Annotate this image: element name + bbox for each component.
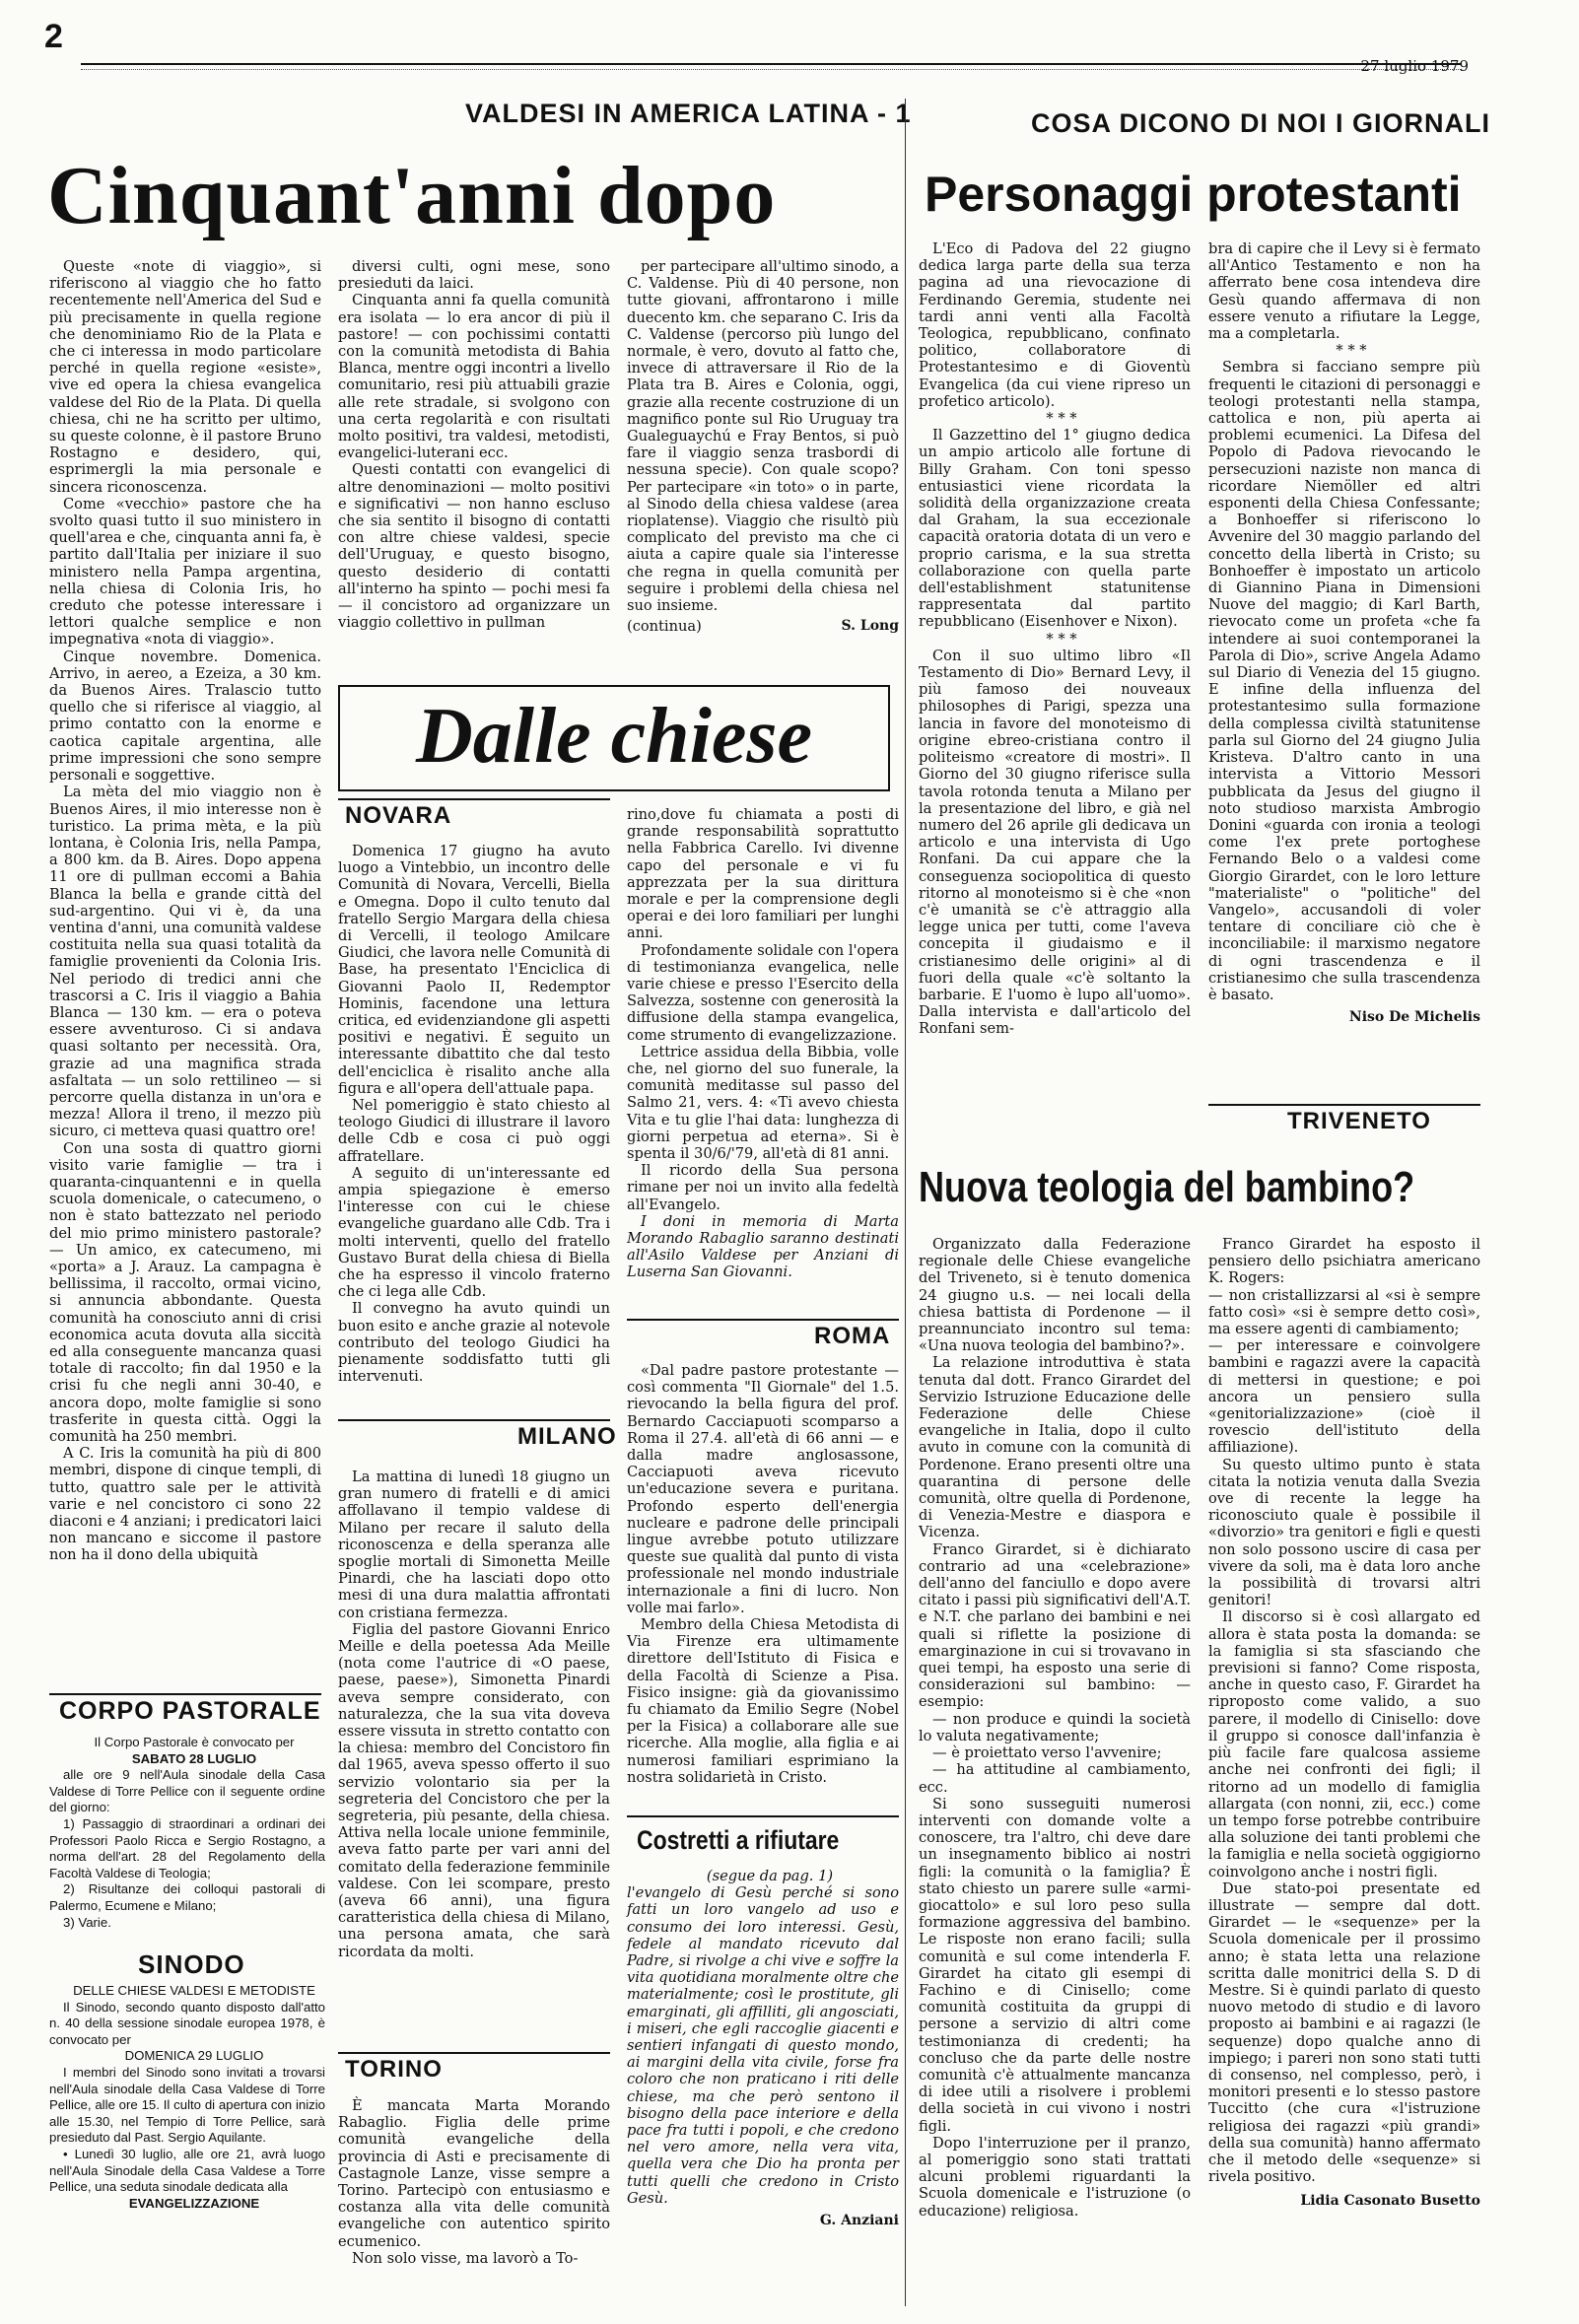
sinodo-line: • Lunedì 30 luglio, alle ore 21, avrà luogo nell'Aula Sinodale della Casa Valdese a Torre Pellice, una seduta sinodale dedicata alla bbox=[49, 2146, 325, 2195]
sinodo-title: SINODO bbox=[138, 1949, 245, 1979]
paragraph: È mancata Marta Morando Rabaglio. Figlia delle prime comunità evangeliche della provincia di Asti e precisamente di Castagnole Lanze, visse sempre a Torino. Partecipò con entusiasmo e costanza alla vita delle comunità evangeliche con autentico spirito ecumenico. bbox=[338, 2097, 610, 2250]
costretti-text bbox=[627, 1868, 899, 2311]
bullet-item: — è proiettato verso l'avvenire; bbox=[932, 1744, 1162, 1762]
paragraph: Cinque novembre. Domenica. Arrivo, in aereo, a Ezeiza, a 30 km. da Buenos Aires. Tralascio tutto quello che si riferisce al viaggio, al primo contatto con la enorme e caotica capitale argentina, alle prime impressioni che sono sempre personali e soggettive. bbox=[49, 648, 321, 785]
left-headline: Cinquant'anni dopo bbox=[47, 150, 777, 241]
paragraph: Lettrice assidua della Bibbia, volle che, nel giorno del suo funerale, la comunità meditasse sul passo del Salmo 21, vers. 4: «Ti avevo chiesta Vita e tu glie l'hai data: lunghezza di giorni perpetua ad eterna». Si è spenta il 30/6/'79, all'età di 81 anni. bbox=[627, 1043, 899, 1163]
paragraph: Questi contatti con evangelici di altre denominazioni — molto positivi e significativi — non hanno escluso che sia sentito il bisogno di contatti con altre chiese valdesi, specie dell'Uruguay, e questo bisogno, questo desiderio di contatti all'interno ha spinto — pochi mesi fa — il concistoro ad organizzare un viaggio collettivo in pullman bbox=[338, 461, 610, 632]
paragraph: «Dal padre pastore protestante — così commenta "Il Giornale" del 1.5. rievocando la bella figura del prof. Bernardo Cacciapuoti scomparso a Roma il 27.4. all'età di 66 anni — e dalla madre anglosassone, Cacciapuoti aveva ricevuto un'educazione severa e puritana. Profondo esperto dell'energia nucleare e padrone delle principali lingue avrebbe potuto utilizzare queste sue qualità dal punto di vista professionale nel mondo industriale internazionale a fini di lucro. Non volle mai farlo». bbox=[627, 1362, 899, 1616]
paragraph: Il Gazzettino del 1° giugno dedica un ampio articolo alle fortune di Billy Graham. Con toni spesso entusiastici viene ricordata la solidità della organizzazione creata dal Graham, la sua eccezionale capacità oratoria dotata di un vero e proprio carisma, e la sua stretta collaborazione con quella parte dell'establishment statunitense rappresentata dal partito repubblicano (Eisenhover e Nixon). bbox=[919, 427, 1191, 631]
roma-rule bbox=[627, 1319, 899, 1321]
costretti-rule bbox=[627, 1815, 899, 1817]
sinodo-date: DOMENICA 29 LUGLIO bbox=[124, 2048, 264, 2064]
teologia-col-1 bbox=[919, 1236, 1191, 2315]
novara-title: NOVARA bbox=[345, 802, 452, 829]
bullet-item: — non produce e quindi la società lo valuta negativamente; bbox=[919, 1710, 1191, 1744]
corpo-pastorale-title: CORPO PASTORALE bbox=[59, 1697, 321, 1725]
novara-text bbox=[338, 843, 610, 1395]
triveneto-rule bbox=[1208, 1104, 1480, 1106]
paragraph: Il ricordo della Sua persona rimane per noi un invito alla fedeltà all'Evangelo. bbox=[627, 1162, 899, 1213]
paragraph: Due stato-poi presentate ed illustrate — sempre dal dott. Girardet — le «sequenze» per la Scuola domenicale per il prossimo anno; è stata letta una relazione scritta dalle monitrici della S. D di Mestre. Si è quindi parlato di questo nuovo metodo di studio e di lavoro proposto ai bambini e ai ragazzi (le sequenze) dopo qualche anno di impiego; i pareri non sono stati tutti di consenso, nel complesso, però, i monitori presenti e lo stesso pastore Tuccitto (che cura «l'istruzione religiosa dei ragazzi «più grandi» della sua comunità) hanno affermato che il metodo delle «sequenze» si rivela positivo. bbox=[1208, 1880, 1480, 2186]
dalle-chiese-title: Dalle chiese bbox=[415, 693, 813, 780]
paragraph: Il discorso si è così allargato ed allora è stata posta la domanda: se la famiglia si sta sfasciando che previsioni si fanno? Come risposta, anche in questo caso, F. Girardet ha riproposto come valido, a suo parere, il modello di Cinisello: dove il gruppo si conosce dall'infanzia è più facile fare qualcosa assieme anche nei confronti dei figli; il ritorno ad un modello di famiglia allargata (con nonni, zii, ecc.) come un tempo forse potrebbe contribuire alla soluzione dei tanti problemi che la famiglia e nella società oggigiorno coinvolgono anche i nostri figli. bbox=[1208, 1608, 1480, 1880]
paragraph: Cinquanta anni fa quella comunità era isolata — lo era ancor di più il pastore! — con pochissimi contatti con la comunità metodista di Bahia Blanca, mentre oggi incontri a livello comunitario, resi più attuabili grazie alle rete stradale, si svolgono con una certa regolarità e con risultati molto positivi, tra valdesi, metodisti, evangelici-luterani ecc. bbox=[338, 292, 610, 462]
torino-rule bbox=[338, 2052, 610, 2054]
paragraph: diversi culti, ogni mese, sono presieduti da laici. bbox=[338, 258, 610, 293]
teologia-col-2 bbox=[1208, 1236, 1480, 2315]
header-rule bbox=[81, 63, 1461, 65]
separator-stars: * * * bbox=[1046, 630, 1077, 648]
right-kicker: COSA DICONO DI NOI I GIORNALI bbox=[1031, 108, 1491, 138]
corpo-pastorale-text bbox=[49, 1735, 325, 1930]
continua-note: (continua) bbox=[627, 618, 702, 636]
roma-title: ROMA bbox=[814, 1323, 891, 1349]
corpo-line: Il Corpo Pastorale è convocato per bbox=[94, 1735, 295, 1749]
personaggi-col-2 bbox=[1208, 240, 1480, 1088]
separator-stars: * * * bbox=[1336, 342, 1367, 360]
paragraph: Con il suo ultimo libro «Il Testamento di Dio» Bernard Levy, il più famoso dei nouveaux philosophes di Parigi, spezza una lancia in favore del monoteismo di origine ebreo-cristiana contro il politeismo «creatore di mostri». Il Giorno del 30 giugno riferisce sulla tavola rotonda tenuta a Milano per la presentazione del libro, e già nel numero del 26 aprile gli dedicava un articolo e una intervista di Ugo Ronfani. Da cui appare che la conseguenza sociopolitica di questo ritorno al monoteismo si è che «non c'è umanità se c'è attraggio alla legge unica per tutti, come l'aveva concepita il giudaismo e il cristianesimo delle origini» al di fuori della quale «c'è soltanto la barbarie. E l'uomo è lupo all'uomo». Dalla intervista e dall'articolo del Ronfani sem- bbox=[919, 647, 1191, 1038]
paragraph: A seguito di un'interessante ed ampia spiegazione è emerso l'interesse con cui le chiese evangeliche guardano alle Cdb. Tra i molti interventi, quello del fratello Gustavo Burat della chiesa di Biella che ha espresso il vincolo fraterno che ci lega alle Cdb. bbox=[338, 1164, 610, 1301]
issue-date: 27 luglio 1979 bbox=[1360, 57, 1469, 75]
author-signature: Lidia Casonato Busetto bbox=[1300, 2193, 1480, 2210]
cinquant-col-1 bbox=[49, 258, 321, 1618]
sinodo-line: I membri del Sinodo sono invitati a trovarsi nell'Aula sinodale della Casa Valdese di Torre Pellice, alle ore 15. Il culto di apertura con inizio alle 15.30, nel Tempio di Torre Pellice, sarà presieduto dal Past. Sergio Aquilante. bbox=[49, 2064, 325, 2146]
dalle-chiese-banner bbox=[338, 685, 890, 791]
milano-rule bbox=[338, 1419, 610, 1421]
bullet-item: — per interessare e coinvolgere bambini e ragazzi avere la capacità di mettersi in questione; e poi ancora un pensiero sulla «genitorializzazione» (cioè il rovescio dell'istituto della affiliazione). bbox=[1208, 1337, 1480, 1457]
corpo-rule bbox=[49, 1693, 321, 1695]
paragraph: rino,dove fu chiamata a posti di grande responsabilità soprattutto nella Fabbrica Carello. Ivi divenne capo del personale e vi fu apprezzata per la sua dirittura morale e per la comprensione degli operai e dei loro familiari per lunghi anni. bbox=[627, 806, 899, 942]
paragraph: Non solo visse, ma lavorò a To- bbox=[352, 2249, 579, 2267]
paragraph: Profondamente solidale con l'opera di testimonianza evangelica, nelle varie chiese e presso l'Esercito della Salvezza, sostenne con generosità la diffusione della stampa evangelica, come strumento di evangelizzazione. bbox=[627, 941, 899, 1044]
sinodo-evangelizzazione: EVANGELIZZAZIONE bbox=[128, 2195, 260, 2211]
sinodo-text bbox=[49, 1983, 325, 2298]
header-dotted-rule bbox=[81, 69, 1461, 70]
costretti-subtitle: (segue da pag. 1) bbox=[706, 1868, 834, 1884]
costretti-title: Costretti a rifiutare bbox=[637, 1825, 840, 1855]
torino-text bbox=[338, 2097, 610, 2314]
milano-text bbox=[338, 1469, 610, 2030]
paragraph: Dopo l'interruzione per il pranzo, al pomeriggio sono stati trattati alcuni problemi riguardanti la Scuola domenicale e l'istruzione (o educazione) religiosa. bbox=[919, 2134, 1191, 2220]
paragraph: La mèta del mio viaggio non è Buenos Aires, il mio interesse non è turistico. La prima mèta, e la più lontana, è Colonia Iris, nella Pampa, a 800 km. da B. Aires. Dopo appena 11 ore di pullman eccomi a Bahia Blanca la bella e grande città del sud-argentino. Qui vi è, da una ventina d'anni, una comunità valdese costituita nella sua quasi totalità da famiglie provenienti da Colonia Iris. Nel periodo di tredici anni che trascorsi a C. Iris il viaggio a Bahia Blanca — 130 km. — era o poteva essere avventuroso. Ci si andava quasi soltanto per necessità. Ora, grazie ad una magnifica strada asfaltata — un solo rettilineo — si percorre quella distanza in un'ora e mezza! Allora il treno, il mezzo più sicuro, ci metteva quasi quattro ore! bbox=[49, 784, 321, 1140]
author-signature: Niso De Michelis bbox=[1348, 1009, 1480, 1026]
paragraph: Queste «note di viaggio», si riferiscono al viaggio che ho fatto recentemente nell'America del Sud e più precisamente in quella regione che denominiamo Rio de la Plata e che ci interessa in modo particolare perché in quella regione «esiste», vive ed opera la chiesa evangelica valdese del Rio de la Plata. Di quella chiesa, chi ne ha scritto per ultimo, su queste colonne, è il pastore Bruno Rostagno e desidero, qui, esprimergli la mia personale e sincera riconoscenza. bbox=[49, 258, 321, 496]
paragraph: bra di capire che il Levy si è fermato all'Antico Testamento e non ha afferrato bene cosa intendeva dire Gesù quando affermava di non essere venuto a rifiutare la Legge, ma a completarla. bbox=[1208, 240, 1480, 343]
sinodo-subtitle: DELLE CHIESE VALDESI E METODISTE bbox=[73, 1983, 315, 1998]
triveneto-label: TRIVENETO bbox=[1287, 1108, 1431, 1134]
paragraph: Membro della Chiesa Metodista di Via Firenze era ultimamente direttore dell'Istituto di Fisica e della Facoltà di Scienze a Pisa. Fisico insigne: già da giovanissimo fu chiamato da Emilio Segre (Nobel per la Fisica) a collaborare alle sue ricerche. Alla moglie, alla figlia e ai numerosi familiari esprimiano la nostra solidarietà in Cristo. bbox=[627, 1616, 899, 1786]
paragraph: Nel pomeriggio è stato chiesto al teologo Giudici di illustrare il lavoro delle Cdb e cosa ci può oggi affratellare. bbox=[338, 1097, 610, 1165]
separator-stars: * * * bbox=[1046, 410, 1077, 428]
paragraph: Con una sosta di quattro giorni visito varie famiglie — tra i quaranta-cinquantenni e in quella scuola domenicale, o catecumeno, o non è stato battezzato nel periodo del mio primo ministero pastorale? — Un amico, ex catecumeno, mi «porta» a J. Arauz. La campagna è bellissima, il raccolto, ormai vicino, si annuncia abbondante. Questa comunità ha conosciuto anni di crisi economica acuta dovuta alla siccità ed alla conseguente mancanza quasi totale di raccolto; fin dal 1950 e la crisi fu che negli anni 30-40, e ancora dopo, molte famiglie si sono trasferite in questa città. Oggi la comunità ha 250 membri. bbox=[49, 1139, 321, 1446]
paragraph: La relazione introduttiva è stata tenuta dal dott. Franco Girardet del Servizio Istruzione Educazione delle Federazione delle Chiese evangeliche in Italia, dopo il culto avuto in comune con la comunità di Pordenone. Erano presenti oltre una quarantina di persone delle comunità, oltre quella di Pordenone, di Venezia-Mestre e diaspora e Vicenza. bbox=[919, 1354, 1191, 1541]
memorial-note: I doni in memoria di Marta Morando Rabaglio saranno destinati all'Asilo Valdese per Anziani di Luserna San Giovanni. bbox=[627, 1212, 899, 1281]
roma-text bbox=[627, 1362, 899, 1796]
novara-rule bbox=[338, 798, 610, 800]
paragraph: per partecipare all'ultimo sinodo, a C. Valdense. Più di 40 persone, non tutte giovani, affrontarono i mille duecento km. che separano C. Iris da C. Valdense (percorso più lungo del normale, è vero, dovuto al fatto che, invece di attraversare il Rio de la Plata tra B. Aires e Colonia, oggi, grazie alla recente costruzione di un magnifico ponte sul Rio Uruguay tra Gualeguaychú e Fray Bentos, si può fare il viaggio senza trasbordi di nessuna specie). Con quale scopo? Per partecipare «in toto» o in parte, al Sinodo della chiesa valdese (area rioplatense). Viaggio che risultò più complicato del previsto ma che ci aiuta a capire quale sia l'interesse che regna in quella comunità per seguire i problemi della chiesa nel suo insieme. bbox=[627, 258, 899, 615]
paragraph: Figlia del pastore Giovanni Enrico Meille e della poetessa Ada Meille (nota come l'autrice di «O paese, paese, paese»), Simonetta Pinardi aveva sempre considerato, con naturalezza, che la sua vita doveva essere vissuta in stretto contatto con la chiesa: membro del Concistoro fin dal 1965, aveva spesso offerto il suo servizio volontario sia per la segreteria del Concistoro che per la segreteria, più pesante, della chiesa. Attiva nella locale unione femminile, aveva fatto parte per vari anni del comitato della federazione femminile valdese. Con lei scompare, presto (aveva 66 anni), una figura caratteristica della chiesa di Milano, una persona amata, che sarà ricordata da molti. bbox=[338, 1620, 610, 1960]
paragraph: Come «vecchio» pastore che ha svolto quasi tutto il suo ministero in quell'area e che, cinquanta anni fa, è partito dall'Italia per iniziare il suo ministero nella Pampa argentina, nella chiesa di Colonia Iris, ho creduto che potesse interessare i lettori qualche semplice e non impegnativa «nota di viaggio». bbox=[49, 495, 321, 649]
bullet-item: — non cristallizzarsi al «si è sempre fatto così» «si è sempre detto così», ma essere agenti di cambiamento; bbox=[1208, 1286, 1480, 1338]
paragraph: L'Eco di Padova del 22 giugno dedica larga parte della sua terza pagina ad una rievocazione di Ferdinando Geremia, studente nei tardi anni venti alla Facoltà Teologica, repubblicano, confinato politico, collaboratore di Protestantesimo e di Gioventù Evangelica (da cui viene ripreso un profetico articolo). bbox=[919, 240, 1191, 410]
paragraph: Organizzato dalla Federazione regionale delle Chiese evangeliche del Triveneto, si è tenuto domenica 24 giugno u.s. — nei locali della chiesa battista di Pordenone — il preannunciato incontro sul tema: «Una nuova teologia del bambino?». bbox=[919, 1236, 1191, 1355]
personaggi-col-1 bbox=[919, 240, 1191, 1083]
author-signature: S. Long bbox=[841, 618, 899, 635]
milano-title: MILANO bbox=[517, 1423, 617, 1450]
signature-row bbox=[627, 618, 899, 635]
page-number: 2 bbox=[44, 18, 63, 55]
paragraph: Sembra si facciano sempre più frequenti le citazioni di personaggi e teologi protestanti nella stampa, cattolica e non, più aperta ai problemi ecumenici. La Difesa del Popolo di Padova rievocando le persecuzioni naziste non manca di ricordare Niemöller ed altri esponenti della Chiesa Confessante; a Bonhoeffer si riferiscono lo Avvenire del 30 maggio parlando del concetto della libertà in Cristo; su Bonhoeffer è impostato un articolo di Giannino Piana in Dimensioni Nuove del maggio; di Karl Barth, rievocato come un profeta «che fa intendere ai suoi contemporanei la Parola di Dio», scrive Angela Adamo sul Diario di Venezia del 15 giugno. E infine della influenza del protestantesimo sulla formazione della complessa civiltà statunitense parla sul Giorno del 24 giugno Julia Kristeva. D'altro canto in una intervista a Vittorio Messori pubblicata da Jesus del giugno il noto studioso marxista Ambrogio Donini «guarda con ironia a teologi come l'ex prete portoghese Fernando Belo o a valdesi come Giorgio Girardet, con le loro letture "materialiste" o "politiche" del Vangelo», accusandoli di voler tentare di conciliare ciò che è inconciliabile: il marxismo negatore di ogni trascendenza e il cristianesimo che sulla trascendenza è basato. bbox=[1208, 359, 1480, 1003]
cinquant-col-2 bbox=[338, 258, 610, 692]
paragraph: A C. Iris la comunità ha più di 800 membri, dispone di cinque templi, di tutto, quattro sale per le attività varie e nel concistoro ci sono 22 diaconi e 4 anziani; i predicatori laici non mancano e siccome il pastore non ha il dono della ubiquità bbox=[49, 1445, 321, 1564]
paragraph: Franco Girardet ha esposto il pensiero dello psichiatra americano K. Rogers: bbox=[1208, 1236, 1480, 1287]
paragraph: Si sono susseguiti numerosi interventi con domande volte a conoscere, tra l'altro, chi deve dare un insegnamento biblico ai nostri figli: la comunità o la famiglia? È stato chiesto un parere sulle «armi-giocattolo» e sul loro peso sulla formazione aggressiva del bambino. Le risposte non erano facili; sulla comunità e sul come intenderla F. Girardet ha citato gli esempi di Fachino e di Cinisello; come comunità costituita da gruppi di persone a servizio di altri come testimonianza di credenti; ha concluso che da parte delle nostre comunità c'è attualmente mancanza di idee utili a risolvere i problemi della società in cui vivono i nostri figli. bbox=[919, 1795, 1191, 2135]
corpo-line: 2) Risultanze dei colloqui pastorali di Palermo, Ecumene e Milano; bbox=[49, 1881, 325, 1913]
corpo-line: alle ore 9 nell'Aula sinodale della Casa Valdese di Torre Pellice con il seguente ordine del giorno: bbox=[49, 1767, 325, 1815]
page-column-divider bbox=[905, 99, 906, 2306]
left-kicker: VALDESI IN AMERICA LATINA - 1 bbox=[465, 99, 912, 128]
author-signature: G. Anziani bbox=[819, 2213, 899, 2229]
cinquant-col-3 bbox=[627, 258, 899, 652]
paragraph: Su questo ultimo punto è stata citata la notizia venuta dalla Svezia ove di recente la legge ha riconosciuto quale è possibile il «divorzio» tra genitori e figli e questi non solo possono uscire di casa per vivere da soli, ma è data loro anche la possibilità di trovarsi altri genitori! bbox=[1208, 1456, 1480, 1609]
right-headline: Personaggi protestanti bbox=[925, 167, 1462, 222]
corpo-line: 1) Passaggio di straordinari a ordinari dei Professori Paolo Ricca e Sergio Rostagno, a norma dell'art. 28 del Regolamento della Facoltà Valdese di Teologia; bbox=[49, 1815, 325, 1880]
paragraph: Franco Girardet, si è dichiarato contrario ad una «celebrazione» dell'anno del fanciullo e dopo avere citato i passi più significativi dell'A.T. e N.T. che parlano dei bambini e nei quali si riflette la posizione di emarginazione in cui si trovavano in quei tempi, ha esposto una serie di considerazioni sul bambino: — esempio: bbox=[919, 1540, 1191, 1711]
corpo-date: SABATO 28 LUGLIO bbox=[131, 1750, 257, 1766]
paragraph: La mattina di lunedì 18 giugno un gran numero di fratelli e di amici affollavano il tempio valdese di Milano per recare il saluto della riconoscenza e della speranza alle spoglie mortali di Simonetta Meille Pinardi, che ha lasciati dopo otto mesi di una dura malattia affrontati con cristiana fermezza. bbox=[338, 1469, 610, 1621]
bullet-item: — ha attitudine al cambiamento, ecc. bbox=[919, 1761, 1191, 1796]
paragraph: Il convegno ha avuto quindi un buon esito e anche grazie al notevole contributo del teologo Giudici ha pienamente soddisfatto tutti gli intervenuti. bbox=[338, 1300, 610, 1386]
paragraph: Domenica 17 giugno ha avuto luogo a Vintebbio, un incontro delle Comunità di Novara, Vercelli, Biella e Omegna. Dopo il culto tenuto dal fratello Sergio Margara della chiesa di Vercelli, il teologo Amilcare Giudici, che lavora nelle Comunità di Base, ha presentato l'Enciclica di Giovanni Paolo II, Redemptor Hominis, facendone una lettura critica, ed evidenziandone gli aspetti positivi e negativi. È seguito un interessante dibattito che dal testo dell'enciclica è risalito anche alla figura e all'opera dell'attuale papa. bbox=[338, 843, 610, 1097]
nuova-teologia-headline: Nuova teologia del bambino? bbox=[919, 1163, 1415, 1211]
torino-continuation bbox=[627, 806, 899, 1281]
corpo-line: 3) Varie. bbox=[63, 1914, 111, 1930]
sinodo-line: Il Sinodo, secondo quanto disposto dall'atto n. 40 della sessione sinodale europea 1978, è convocato per bbox=[49, 1999, 325, 2047]
torino-title: TORINO bbox=[345, 2056, 443, 2083]
paragraph: l'evangelo di Gesù perché si sono fatti un loro vangelo ad uso e consumo dei loro interessi. Gesù, fedele al mandato ricevuto dal Padre, si rivolge a chi vive e soffre la vita quotidiana moralmente oltre che materialmente; così le prostitute, gli emarginati, gli affilliti, gli angosciati, i miseri, che egli raccoglie giacenti e sentieri infangati di questo mondo, ai margini della vita civile, forse fra coloro che non praticano i riti delle chiese, ma che però sentono il bisogno della pace interiore e della pace fra tutti i popoli, e che credono nel vero amore, nella vera vita, quella vera che Dio ha pronta per tutti quelli che credono in Cristo Gesù. bbox=[627, 1884, 899, 2207]
